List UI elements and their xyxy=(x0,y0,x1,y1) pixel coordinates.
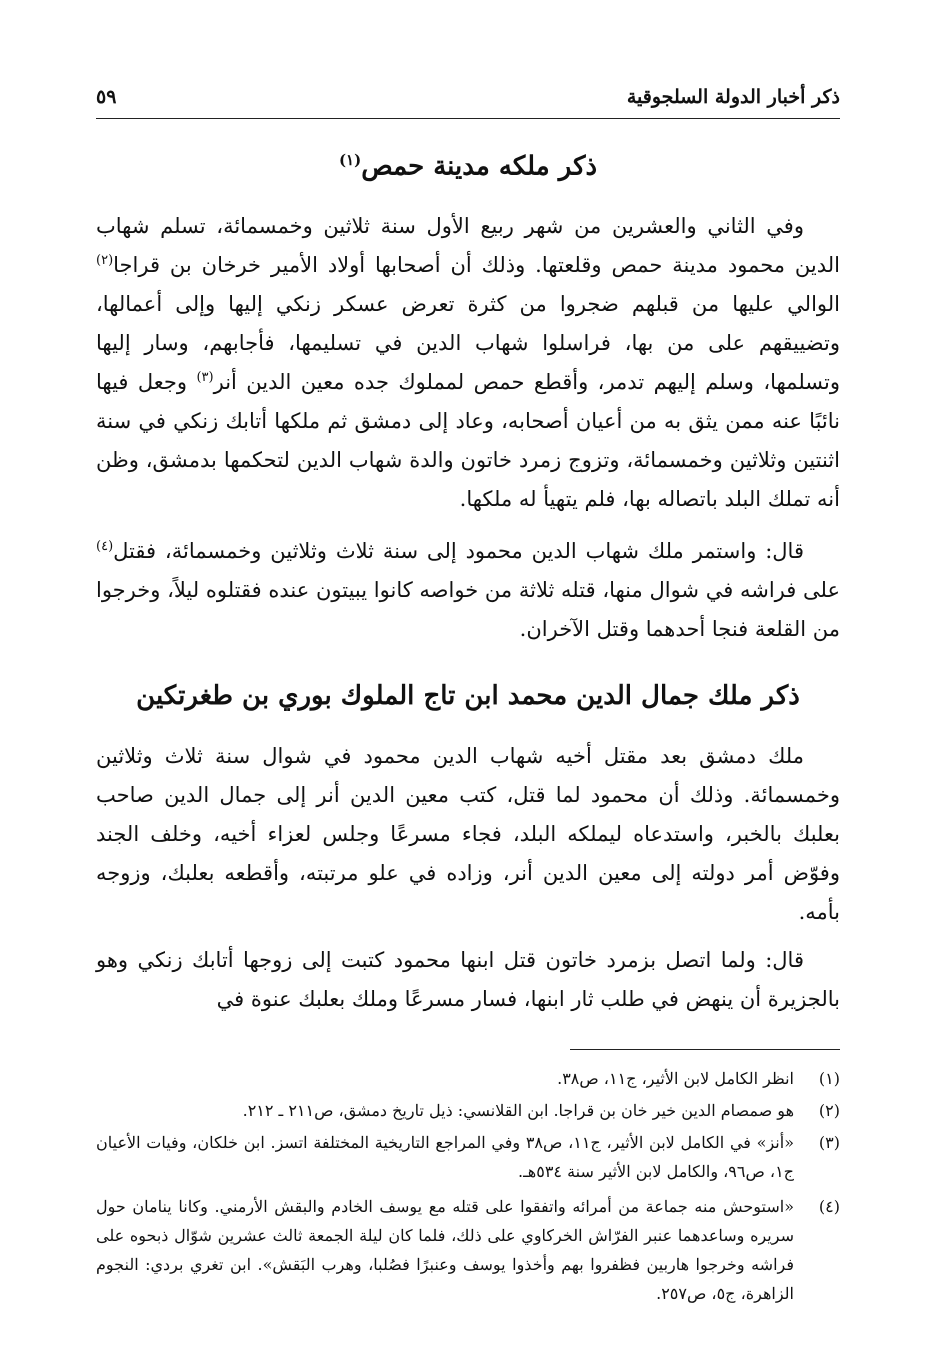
footnote-text: انظر الكامل لابن الأثير، ج١١، ص٣٨. xyxy=(557,1069,794,1088)
footnote-4 xyxy=(96,1192,840,1308)
footnote-ref-2: (٢) xyxy=(96,253,114,268)
paragraph-jamal-1: ملك دمشق بعد مقتل أخيه شهاب الدين محمود في شوال سنة ثلاث وثلاثين وخمسمائة. وذلك أن محمود لما قتل، كتب معين الدين أنر إلى جمال الدين صاحب بعلبك بالخبر، واستدعاه ليملكه البلد، فجاء مسرعًا وجلس لعزاء أخيه، وخلف الجند وفوّض أمر دولته إلى معين الدين أنر، وزاده في علو مرتبته، وأقطعه بعلبك، وزوجه بأمه. xyxy=(96,744,840,924)
footnote-ref-3: (٣) xyxy=(196,370,214,385)
footnote-ref-4: (٤) xyxy=(96,539,114,554)
footnote-text: «استوحش منه جماعة من أمرائه واتفقوا على قتله مع يوسف الخادم والبقش الأرمني. وكانا ينامان حول سريره وساعدهما عنبر الفرّاش الخركاوي على ذلك، فلما كان ليلة الجمعة ثالث عشرين شوّال ذبحوه على فراشه وخرجوا هاربين فظفروا بهم وأخذوا يوسف وعنبرًا فصُلبا، وهرب البَقش». ابن تغري بردي: النجوم الزاهرة، ج٥، ص٢٥٧. xyxy=(96,1197,795,1303)
paragraph-text: الوالي عليها من قبلهم ضجروا من كثرة تعرض عسكر زنكي إليها وإلى أعمالها، وتضييقهم على من بها، فراسلوا شهاب الدين في تسليمها، فأجابهم، وسار إليها وتسلمها، وسلم إليهم تدمر، وأقطع حمص لمملوك جده معين الدين أنر xyxy=(96,292,840,394)
section-heading-homs xyxy=(96,140,840,187)
heading-text: ذكر ملك جمال الدين محمد ابن تاج الملوك بوري بن طغرتكين xyxy=(136,681,800,711)
paragraph-homs-1 xyxy=(96,207,840,519)
footnote-3 xyxy=(96,1128,840,1186)
heading-text: ذكر ملكه مدينة حمص xyxy=(361,151,598,182)
running-head xyxy=(96,86,840,119)
paragraph-homs-2 xyxy=(96,532,840,649)
footnote-number: (٣) xyxy=(818,1133,840,1152)
footnote-number: (٤) xyxy=(818,1197,840,1216)
running-head-title: ذكر أخبار الدولة السلجوقية xyxy=(626,86,840,108)
footnote-number: (١) xyxy=(818,1069,840,1088)
paragraph-text: على فراشه في شوال منها، قتله ثلاثة من خواصه كانوا يبيتون عنده فقتلوه ليلاً، وخرجوا من القلعة فنجا أحدهما وقتل الآخران. xyxy=(96,578,840,641)
footnote-text: هو صمصام الدين خير خان بن قراجا. ابن القلانسي: ذيل تاريخ دمشق، ص٢١١ ـ ٢١٢. xyxy=(242,1101,794,1120)
paragraph-text: قال: واستمر ملك شهاب الدين محمود إلى سنة ثلاث وثلاثين وخمسمائة، فقتل xyxy=(113,539,804,563)
page-number: ٥٩ xyxy=(96,86,117,108)
paragraph-text: وفي الثاني والعشرين من شهر ربيع الأول سنة ثلاثين وخمسمائة، تسلم شهاب الدين محمود مدينة حمص وقلعتها. وذلك أن أصحابها أولاد الأمير خرخان بن قراجا xyxy=(96,214,840,277)
footnote-2 xyxy=(96,1096,840,1125)
paragraph-jamal-2: قال: ولما اتصل بزمرد خاتون قتل ابنها محمود كتبت إلى زوجها أتابك زنكي وهو بالجزيرة أن ينهض في طلب ثار ابنها، فسار مسرعًا وملك بعلبك عنوة في xyxy=(96,948,840,1011)
footnote-text: «أنز» في الكامل لابن الأثير، ج١١، ص٣٨ وفي المراجع التاريخية المختلفة اتسز. ابن خلكان، وفيات الأعيان ج١، ص٩٦، والكامل لابن الأثير سنة ٥٣٤هـ. xyxy=(96,1133,794,1181)
footnote-ref-1: (١) xyxy=(338,151,362,169)
section-heading-jamal-al-din xyxy=(96,676,840,716)
paragraph-text: وجعل فيها نائبًا عنه ممن يثق به من أعيان أصحابه، وعاد إلى دمشق ثم ملكها أتابك زنكي في سنة اثنتين وثلاثين وخمسمائة، وتزوج زمرد خاتون والدة شهاب الدين لتحكمها بدمشق، وظن أنه تملك البلد باتصاله بها، فلم يتهيأ له ملكها. xyxy=(96,370,840,511)
footnote-separator xyxy=(570,1049,840,1050)
footnote-number: (٢) xyxy=(818,1101,840,1120)
footnote-1 xyxy=(96,1064,840,1093)
